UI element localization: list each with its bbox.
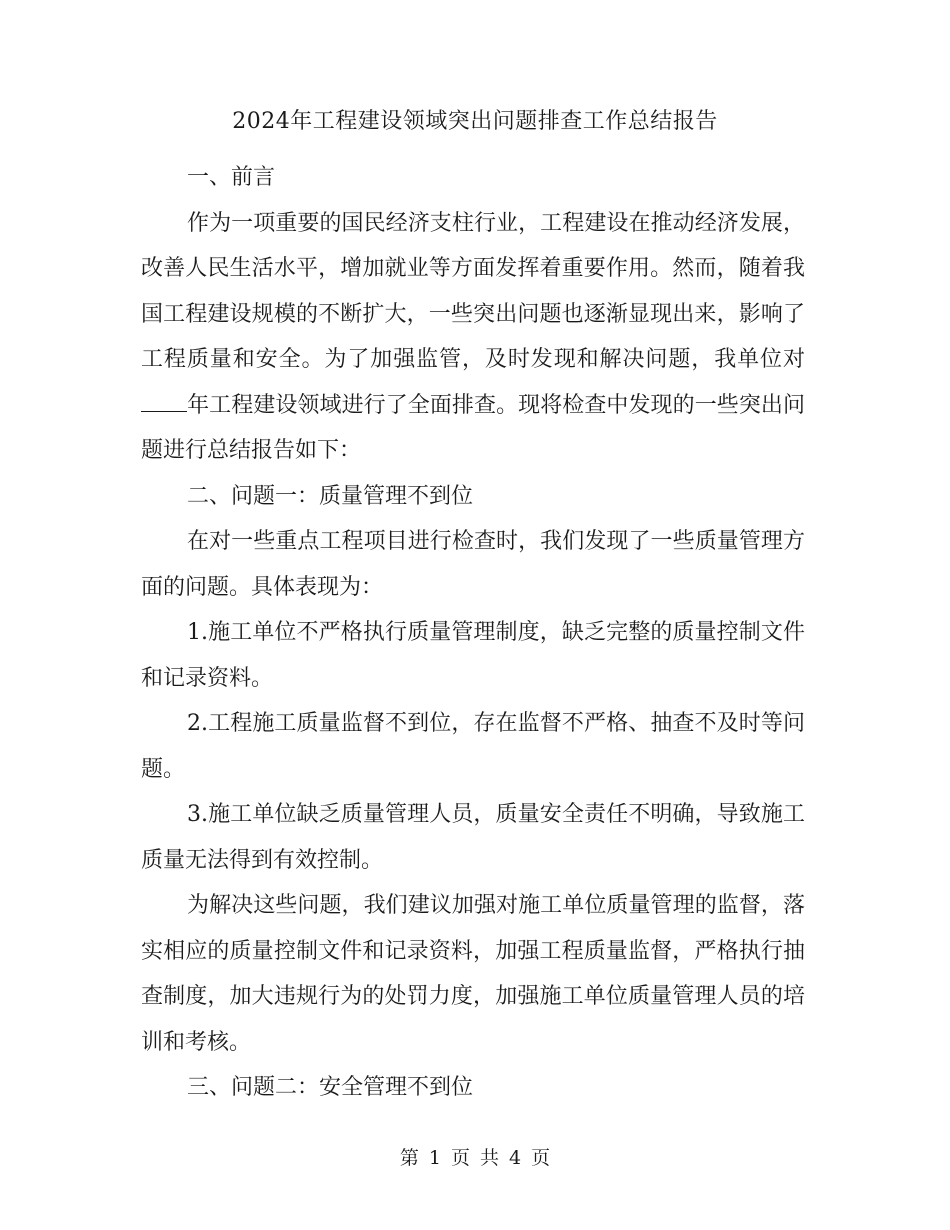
section-heading-intro: 一、前言 (187, 165, 276, 190)
paragraph-problem1-solution: 为解决这些问题，我们建议加强对施工单位质量管理的监督，落实相应的质量控制文件和记录资料，加强工程质量监督，严格执行抽查制度，加大违规行为的处罚力度，加强施工单位质量管理人员的培训和考核。 (141, 893, 805, 1055)
paragraph-intro-text-a: 作为一项重要的国民经济支柱行业，工程建设在推动经济发展，改善人民生活水平，增加就业等方面发挥着重要作用。然而，随着我国工程建设规模的不断扩大，一些突出问题也逐渐显现出来，影响了工程质量和安全。为了加强监管，及时发现和解决问题，我单位对 (141, 210, 805, 372)
document-body (141, 155, 805, 1111)
document-title: 2024年工程建设领域突出问题排查工作总结报告 (232, 109, 718, 134)
paragraph-intro (141, 201, 805, 474)
section-heading-problem1: 二、问题一：质量管理不到位 (187, 483, 474, 509)
list-item-problem1-1: 1.施工单位不严格执行质量管理制度，缺乏完整的质量控制文件和记录资料。 (141, 620, 805, 691)
paragraph-problem1-intro: 在对一些重点工程项目进行检查时，我们发现了一些质量管理方面的问题。具体表现为： (141, 529, 805, 600)
list-item-problem1-2: 2.工程施工质量监督不到位，存在监督不严格、抽查不及时等问题。 (141, 711, 805, 782)
list-item-problem1-3: 3.施工单位缺乏质量管理人员，质量安全责任不明确，导致施工质量无法得到有效控制。 (141, 802, 805, 873)
paragraph-intro-text-b: 年工程建设领域进行了全面排查。现将检查中发现的一些突出问题进行总结报告如下： (141, 392, 805, 463)
page-number-footer: 第 1 页 共 4 页 (399, 1147, 551, 1169)
year-blank (141, 391, 187, 412)
section-heading-problem2: 三、问题二：安全管理不到位 (187, 1075, 474, 1100)
